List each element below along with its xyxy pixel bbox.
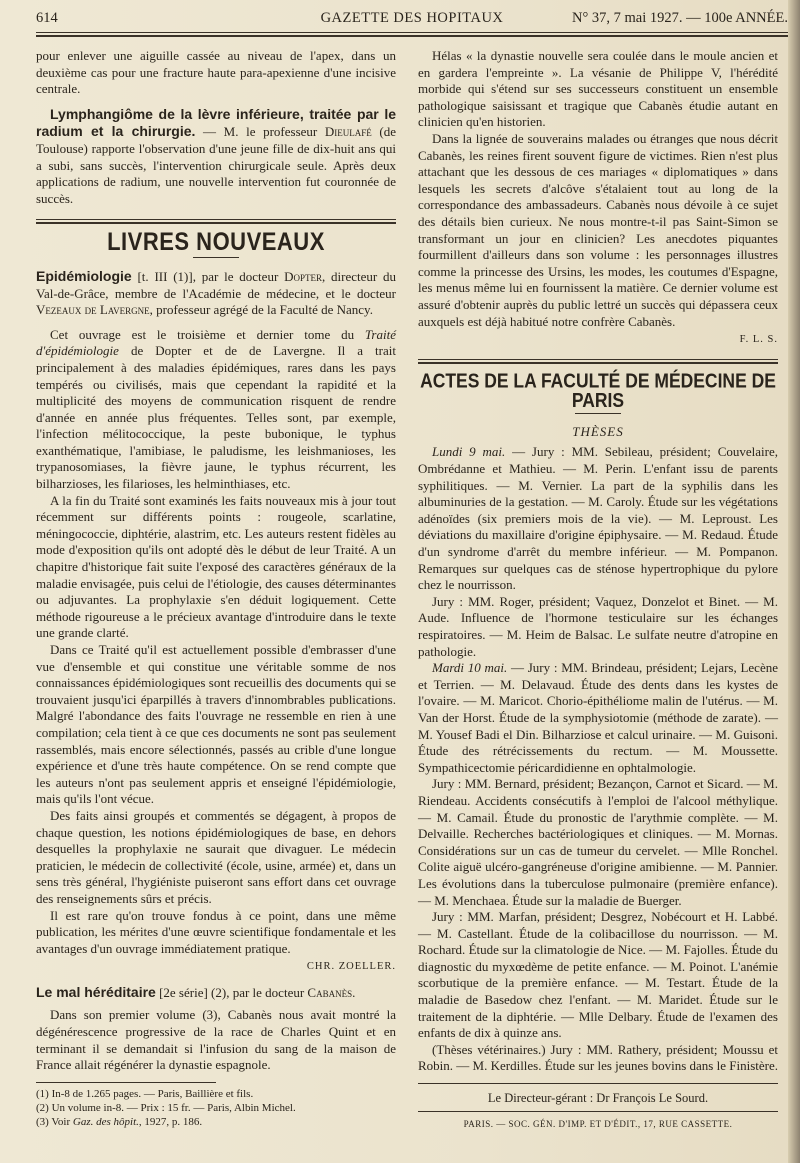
lymphangioma-heading: Lymphangiôme de la lèvre inférieure, traitée par le radium et la chirurgie. bbox=[36, 105, 396, 140]
page-header bbox=[36, 6, 788, 30]
intro-paragraph: pour enlever une aiguille cassée au niveau de l'apex, dans un deuxième cas pour une fracture haute para-apexienne d'une incisive centrale. bbox=[36, 48, 396, 97]
review-paragraph-2: A la fin du Traité sont examinés les faits nouveaux mis à jour tout récemment sur différents points : rougeole, scarlatine, méningococcie, diphtérie, alastrim, etc. Les auteurs restent fidèles au mode d'exposition qu'ils ont adopté dès le début de leur Traité. A un chapitre d'historique fait suite l'exposé des caractères généraux de la maladie envisagée, puis celui de l'étiologie, des causes déterminantes ou adjuvantes. La prophylaxie s'en déduit logiquement. Cette méthode rigoureuse a le précieux avantage d'introduire dans le texte une grande clarté. bbox=[36, 492, 396, 641]
journal-title: GAZETTE DES HOPITAUX bbox=[320, 10, 504, 26]
signature-zoeller: CHR. ZOELLER. bbox=[306, 961, 396, 973]
author-name: Dieulafé bbox=[324, 124, 372, 140]
epidemiologie-heading-paragraph: Epidémiologie [t. III (1)], par le docteur Dopter, directeur du Val-de-Grâce, membre de l'Académie de médecine, et le docteur Vezeaux de Lavergne, professeur agrégé de la Faculté de Nancy. bbox=[36, 267, 396, 318]
header-rule-thick bbox=[36, 35, 788, 37]
footnote-2: (2) Un volume in-8. — Prix : 15 fr. — Paris, Albin Michel. bbox=[36, 1101, 296, 1114]
short-rule bbox=[193, 257, 239, 258]
binding-edge bbox=[788, 0, 800, 1163]
footnotes bbox=[36, 1087, 396, 1129]
theses-lundi: Lundi 9 mai. — Jury : MM. Sebileau, président; Couvelaire, Ombrédanne et Mathieu. — M. Perin. L'enfant issu de parents syphilitiques. — M. Vernier. La part de la syphilis dans les albuminuries de la gestation. — M. Caroly. Étude sur les végétations adénoïdes (six premiers mois de la vie). — M. Leproust. Les déviations du maxillaire d'origine épiphysaire. — M. Redaud. Étude d'un syndrome d'arrêt du membre inférieur. — M. Pompanon. Remarques sur quelques cas de sténose hypertrophique du pylore chez le nourrisson. bbox=[418, 444, 779, 593]
theses-title: THÈSES bbox=[572, 423, 624, 439]
section-title-actes: ACTES DE LA FACULTÉ DE MÉDECINE DE PARIS bbox=[420, 368, 776, 411]
review-paragraph-5: Il est rare qu'on trouve fondus à ce point, dans une même publication, les mérites d'une œuvre scientifique fondamentale et les avantages d'un ouvrage immédiatement pratique. bbox=[36, 907, 396, 956]
footnote-1: (1) In-8 de 1.265 pages. — Paris, Baillière et fils. bbox=[36, 1087, 254, 1100]
theses-mardi-jury3: Jury : MM. Marfan, président; Desgrez, Nobécourt et H. Labbé. — M. Castellant. Étude de la colibacillose du nourrisson. — M. Rochard. Étude sur la climatologie de Nice. — M. Fajolles. Étude du diagnostic du myxœdème de petite enfance. — M. Poinot. L'anémie scorbutique de la première enfance. — M. Testart. Étude de la maladie de Basedow chez l'enfant. — M. Maridet. Étude sur le traitement de la diphtérie. — Mlle Delbary. Étude de l'examen des enfants de dix à quinze ans. bbox=[418, 909, 778, 1041]
review-paragraph-3: Dans ce Traité qu'il est actuellement possible d'embrasser d'une vue d'ensemble et qui constitue une véritable somme de nos connaissances épidémiologiques sont recueillis des documents qui se trouvaient jusqu'ici éparpillés à travers d'innombrables publications. Malgré l'abondance des faits l'ouvrage ne ressemble en rien à une compilation; cela tient à ce que ces documents ne sont pas seulement rassemblés, mais encore sélectionnés, passés au crible d'une longue expérience et d'une très haute compétence. On se rend compte que les auteurs n'ont pas seulement appris et enseigné l'épidémiologie, mais qu'ils l'ont vécue. bbox=[36, 642, 396, 807]
review-paragraph-6: Dans son premier volume (3), Cabanès nous avait montré la dégénérescence progressive de la race de Charles Quint et en terminant il se demandait si l'infusion du sang de la maison de France allait régénérer la dynastie espagnole. bbox=[36, 1007, 396, 1073]
theses-veterinaires: (Thèses vétérinaires.) Jury : MM. Rathery, président; Moussu et Robin. — M. Kerdilles. Étude sur les jeunes bovins dans le Finistère. bbox=[418, 1041, 778, 1074]
left-column bbox=[36, 48, 396, 1129]
footnote-3: (3) Voir Gaz. des hôpit., 1927, p. 186. bbox=[36, 1115, 203, 1128]
theses-lundi-jury2: Jury : MM. Roger, président; Vaquez, Donzelot et Binet. — M. Aude. Influence de l'hormone testiculaire sur les échanges respiratoires. — M. Heim de Balsac. Le sulfate neutre d'atropine en pathologie. bbox=[418, 593, 778, 659]
printer-line: PARIS. — SOC. GÉN. D'IMP. ET D'ÉDIT., 17, RUE CASSETTE. bbox=[418, 1111, 778, 1133]
lymphangioma-paragraph: Lymphangiôme de la lèvre inférieure, traitée par le radium et la chirurgie. — M. le professeur Dieulafé (de Toulouse) rapporte l'observation d'une jeune fille de dix-huit ans qui a subi, sans succès, l'intervention chirurgicale seule. Après deux applications de radium, une nouvelle intervention fut couronnée de succès. bbox=[36, 105, 397, 206]
section-divider bbox=[36, 219, 396, 224]
review-paragraph-1: Cet ouvrage est le troisième et dernier tome du Traité d'épidémiologie de Dopter et de de Lavergne. Il a trait principalement à des maladies épidémiques, rares dans les pays tempérés ou civilisés, mais que cependant la rapidité et la multiplicité des moyens de communication risquent de rendre d'année en année plus fréquentes. Telles sont, par exemple, l'infection mélitococcique, la peste bubonique, le typhus exanthématique, l'amibiase, le paludisme, les leishmanioses, les trypanosomiases, la fièvre jaune, le typhus récurrent, les bilharzioses, les filarioses, les helminthiases, etc. bbox=[36, 326, 396, 492]
cabanes-paragraph-2: Dans la lignée de souverains malades ou étranges que nous décrit Cabanès, les reines firent souvent figure de victimes. Rien n'est plus attachant que les dessous de ces mariages « diplomatiques » dans lesquels les secrets d'alcôve s'étalaient tout au long de la correspondance des ambassadeurs. Cabanès nous dévoile à ce sujet des détails bien curieux. Ne nous montre-t-il pas Saint-Simon se transformant un jour en clinicien? Les anecdotes piquantes fourmillent d'ailleurs dans son volume : les personnages illustres comme la princesse des Ursins, les modes, les coutumes d'Espagne, les menus même lui en fournissent la matière. Ce dernier volume est assuré d'obtenir auprès du public lettré un succès qui dépassera ceux auxquels est déjà habitué notre confrère Cabanès. bbox=[418, 130, 778, 329]
theses-mardi: Mardi 10 mai. — Jury : MM. Brindeau, président; Lejars, Lecène et Terrien. — M. Delavaud. Étude des dents dans les kystes de l'ovaire. — M. Maricot. Chorio-épithéliome malin de l'utérus. — M. Van der Horst. Étude de la symphysiotomie (méthode de zarate). — M. Yousef Badi el Din. Bilharziose et calcul urinaire. — M. Guisoni. Étude des rétrécissements du rectum. — M. Moussette. Sympathicectomie péricardidienne en ophtalmologie. bbox=[418, 660, 778, 775]
right-column bbox=[418, 48, 778, 1132]
epidemiologie-heading: Epidémiologie bbox=[36, 267, 132, 284]
issue-info: N° 37, 7 mai 1927. — 100e ANNÉE. bbox=[571, 10, 788, 26]
short-rule bbox=[575, 413, 621, 414]
header-rule bbox=[36, 32, 788, 33]
mal-hereditaire-heading: Le mal héréditaire bbox=[36, 983, 156, 1000]
section-title-livres: LIVRES NOUVEAUX bbox=[107, 227, 325, 257]
page-number: 614 bbox=[36, 10, 58, 26]
footnote-rule bbox=[36, 1082, 216, 1083]
directeur-gerant: Le Directeur-gérant : Dr François Le Sourd. bbox=[418, 1083, 778, 1107]
review-paragraph-4: Des faits ainsi groupés et commentés se dégagent, à propos de chaque question, les notions épidémiologiques de base, en dehors desquelles la prophylaxie ne saurait que divaguer. Le médecin praticien, le médecin de collectivité (école, usine, armée) et, dans un sens très général, l'hygiéniste puiseront sans effort dans cet ouvrage des renseignements sûrs et précis. bbox=[36, 807, 396, 906]
section-divider bbox=[418, 359, 778, 364]
mal-hereditaire-heading-paragraph: Le mal héréditaire [2e série] (2), par le docteur Cabanès. bbox=[36, 983, 356, 1000]
signature-fls: F. L. S. bbox=[739, 334, 778, 346]
theses-mardi-jury2: Jury : MM. Bernard, président; Bezançon, Carnot et Sicard. — M. Riendeau. Accidents consécutifs à l'emploi de l'alcool méthylique. — M. Camail. Étude du pronostic de l'arythmie complète. — M. Delvaille. Recherches bactériologiques et cliniques. — M. Mornas. Considérations sur un cas de tumeur du cervelet. — Mlle Ronchel. Colite aiguë ulcéro-gangréneuse d'origine amibienne. — M. Pannier. Les évolutions dans la tuberculose pulmonaire (première enfance). — M. Menchaea. Étude sur la maladie de Buerger. bbox=[418, 776, 778, 908]
cabanes-paragraph-1: Hélas « la dynastie nouvelle sera coulée dans le moule ancien et en gardera l'empreinte ». La vésanie de Philippe V, l'hérédité morbide qui s'étend sur ses successeurs constituent un ensemble pathologique saisissant et tragique que Cabanès étudie autant en clinicien qu'en historien. bbox=[418, 48, 778, 130]
